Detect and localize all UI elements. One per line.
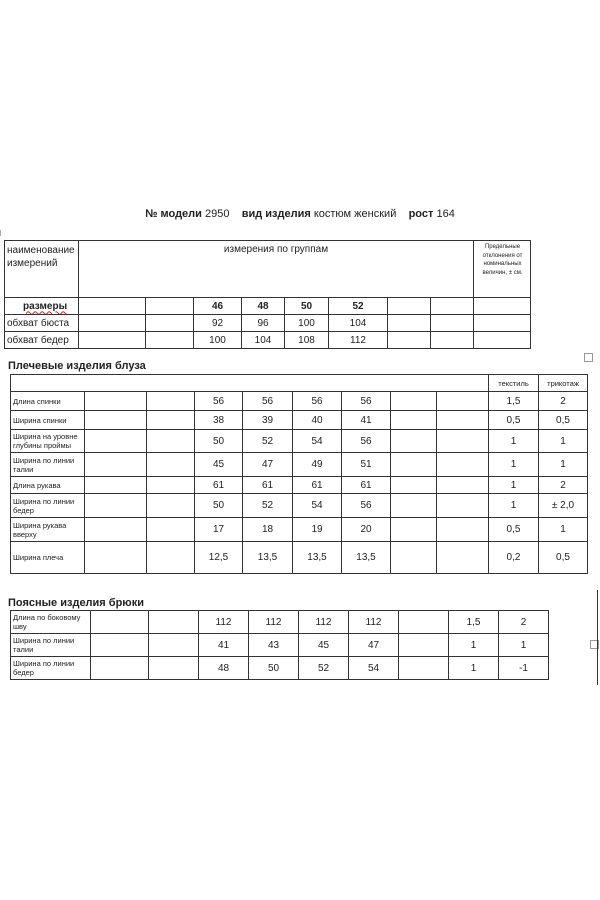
checkbox-marker — [584, 353, 593, 362]
empty-cell — [437, 453, 489, 477]
tol-cell: 1 — [449, 657, 499, 680]
empty-cell — [399, 634, 449, 657]
value-cell: 20 — [342, 518, 391, 542]
value-cell: 104 — [329, 315, 388, 332]
blouse-section-title: Плечевые изделия блуза — [8, 360, 146, 372]
value-cell: 48 — [199, 657, 249, 680]
value-cell: 112 — [329, 332, 388, 349]
empty-cell — [474, 332, 531, 349]
tol-cell: 2 — [499, 611, 549, 634]
empty-cell — [147, 430, 195, 453]
value-cell: 13,5 — [342, 542, 391, 574]
value-cell: 61 — [243, 477, 293, 494]
empty-cell — [91, 634, 149, 657]
empty-cell — [91, 657, 149, 680]
size-cell: 50 — [285, 298, 329, 315]
row-label: обхват бедер — [5, 332, 79, 349]
empty-cell — [85, 411, 147, 430]
tol-cell: 0,5 — [539, 542, 588, 574]
table-row — [5, 332, 531, 349]
value-cell: 45 — [299, 634, 349, 657]
item-value: костюм женский — [313, 208, 397, 220]
value-cell: 56 — [342, 494, 391, 518]
empty-cell — [391, 453, 437, 477]
tol-cell: 1 — [489, 430, 539, 453]
row-label: Ширина плеча — [11, 542, 85, 574]
empty-cell — [388, 298, 431, 315]
row-label: Длина рукава — [11, 477, 85, 494]
sizes-label: размеры — [23, 300, 68, 312]
size-cell: 48 — [242, 298, 285, 315]
empty-cell — [79, 315, 146, 332]
empty-cell — [149, 611, 199, 634]
tol-cell: 0,5 — [489, 518, 539, 542]
value-cell: 56 — [342, 430, 391, 453]
value-cell: 112 — [199, 611, 249, 634]
tol-header-textile: текстиль — [489, 375, 539, 392]
value-cell: 40 — [293, 411, 342, 430]
empty-cell — [391, 477, 437, 494]
model-label: № модели — [145, 208, 202, 220]
sizes-label-cell — [5, 298, 79, 315]
value-cell: 56 — [342, 392, 391, 411]
empty-cell — [388, 332, 431, 349]
table-row — [11, 453, 588, 477]
row-label: Ширина на уровне глубины проймы — [11, 430, 85, 453]
value-cell: 52 — [243, 430, 293, 453]
empty-cell — [437, 518, 489, 542]
value-cell: 13,5 — [243, 542, 293, 574]
value-cell: 61 — [342, 477, 391, 494]
value-cell: 13,5 — [293, 542, 342, 574]
empty-cell — [85, 518, 147, 542]
value-cell: 50 — [195, 494, 243, 518]
trousers-table — [10, 610, 549, 680]
empty-cell — [437, 494, 489, 518]
value-cell: 47 — [349, 634, 399, 657]
value-cell: 52 — [243, 494, 293, 518]
empty-cell — [85, 477, 147, 494]
tolerance-header-row — [11, 375, 588, 392]
empty-cell — [391, 392, 437, 411]
empty-cell — [399, 657, 449, 680]
tol-cell: 1 — [489, 477, 539, 494]
empty-cell — [79, 298, 146, 315]
tol-cell: 1 — [489, 453, 539, 477]
empty-cell — [391, 430, 437, 453]
tol-cell: 1 — [449, 634, 499, 657]
empty-cell — [147, 518, 195, 542]
value-cell: 100 — [285, 315, 329, 332]
empty-cell — [85, 453, 147, 477]
groups-header-cell — [79, 241, 474, 298]
size-cell: 46 — [194, 298, 242, 315]
tol-cell: 0,5 — [539, 411, 588, 430]
measurements-table — [4, 240, 531, 349]
row-label: Длина спинки — [11, 392, 85, 411]
value-cell: 92 — [194, 315, 242, 332]
value-cell: 17 — [195, 518, 243, 542]
empty-cell — [474, 298, 531, 315]
row-label: Ширина рукава вверху — [11, 518, 85, 542]
value-cell: 41 — [199, 634, 249, 657]
name-header-cell — [5, 241, 79, 298]
table-row — [11, 411, 588, 430]
row-label: обхват бюста — [5, 315, 79, 332]
tol-cell: 1 — [539, 453, 588, 477]
table-row — [11, 477, 588, 494]
table-edge-line — [597, 590, 598, 685]
tol-cell: 1 — [539, 430, 588, 453]
empty-cell — [147, 477, 195, 494]
table-row — [11, 518, 588, 542]
empty-cell — [146, 298, 194, 315]
empty-cell — [437, 430, 489, 453]
table-row — [11, 657, 549, 680]
tol-cell: 1 — [499, 634, 549, 657]
value-cell: 38 — [195, 411, 243, 430]
value-cell: 49 — [293, 453, 342, 477]
groups-header: измерения по группам — [223, 244, 329, 255]
value-cell: 112 — [299, 611, 349, 634]
value-cell: 54 — [293, 494, 342, 518]
blouse-table — [10, 374, 588, 574]
tolerance-header: Предельные отклонения от номинальных величин, ± см. — [482, 244, 523, 276]
value-cell: 100 — [194, 332, 242, 349]
table-row — [11, 634, 549, 657]
tol-cell: ± 2,0 — [539, 494, 588, 518]
table-row — [11, 392, 588, 411]
row-label: Ширина по линии бедер — [11, 657, 91, 680]
value-cell: 18 — [243, 518, 293, 542]
tol-cell: 1,5 — [489, 392, 539, 411]
empty-cell — [437, 542, 489, 574]
sizes-row — [5, 298, 531, 315]
model-value: 2950 — [205, 208, 230, 220]
empty-cell — [147, 453, 195, 477]
empty-cell — [147, 392, 195, 411]
value-cell: 56 — [195, 392, 243, 411]
empty-cell — [146, 332, 194, 349]
value-cell: 52 — [299, 657, 349, 680]
tol-cell: 0,5 — [489, 411, 539, 430]
empty-cell — [149, 634, 199, 657]
size-cell: 52 — [329, 298, 388, 315]
empty-cell — [149, 657, 199, 680]
row-label: Ширина по линии бедер — [11, 494, 85, 518]
value-cell: 43 — [249, 634, 299, 657]
tol-cell: 1 — [539, 518, 588, 542]
value-cell: 61 — [195, 477, 243, 494]
table-row — [11, 430, 588, 453]
value-cell: 112 — [349, 611, 399, 634]
tol-cell: 1 — [489, 494, 539, 518]
height-label: рост — [408, 208, 434, 220]
empty-cell — [437, 411, 489, 430]
value-cell: 47 — [243, 453, 293, 477]
table-row — [11, 611, 549, 634]
value-cell: 41 — [342, 411, 391, 430]
empty-cell — [91, 611, 149, 634]
empty-cell — [391, 411, 437, 430]
item-label: вид изделия — [241, 208, 311, 220]
empty-cell — [431, 315, 474, 332]
value-cell: 96 — [242, 315, 285, 332]
value-cell: 56 — [293, 392, 342, 411]
row-label: Длина по боковому шву — [11, 611, 91, 634]
value-cell: 45 — [195, 453, 243, 477]
table-row — [5, 315, 531, 332]
empty-cell — [146, 315, 194, 332]
empty-cell — [79, 332, 146, 349]
value-cell: 54 — [349, 657, 399, 680]
value-cell: 50 — [249, 657, 299, 680]
empty-cell — [437, 392, 489, 411]
tol-cell: 2 — [539, 477, 588, 494]
value-cell: 54 — [293, 430, 342, 453]
empty-cell — [391, 518, 437, 542]
value-cell: 50 — [195, 430, 243, 453]
row-label: Ширина спинки — [11, 411, 85, 430]
value-cell: 112 — [249, 611, 299, 634]
value-cell: 56 — [243, 392, 293, 411]
row-label: Ширина по линии талии — [11, 453, 85, 477]
empty-cell — [85, 494, 147, 518]
page-edge-mark — [0, 230, 4, 236]
row-label: Ширина по линии талии — [11, 634, 91, 657]
empty-cell — [147, 542, 195, 574]
empty-cell — [11, 375, 489, 392]
document-title — [0, 208, 600, 220]
empty-cell — [391, 542, 437, 574]
table-row — [11, 542, 588, 574]
empty-cell — [437, 477, 489, 494]
value-cell: 12,5 — [195, 542, 243, 574]
table-row — [11, 494, 588, 518]
trousers-section-title: Поясные изделия брюки — [8, 597, 144, 609]
tol-header-knit: трикотаж — [539, 375, 588, 392]
tol-cell: 1,5 — [449, 611, 499, 634]
value-cell: 51 — [342, 453, 391, 477]
value-cell: 61 — [293, 477, 342, 494]
empty-cell — [431, 298, 474, 315]
tol-cell: -1 — [499, 657, 549, 680]
empty-cell — [399, 611, 449, 634]
empty-cell — [474, 315, 531, 332]
name-header: наименование измерений — [7, 245, 75, 269]
value-cell: 104 — [242, 332, 285, 349]
empty-cell — [388, 315, 431, 332]
empty-cell — [85, 542, 147, 574]
empty-cell — [391, 494, 437, 518]
height-value: 164 — [436, 208, 455, 220]
value-cell: 19 — [293, 518, 342, 542]
empty-cell — [147, 494, 195, 518]
empty-cell — [431, 332, 474, 349]
tolerance-header-cell — [474, 241, 531, 298]
empty-cell — [85, 392, 147, 411]
empty-cell — [147, 411, 195, 430]
tol-cell: 2 — [539, 392, 588, 411]
empty-cell — [85, 430, 147, 453]
tol-cell: 0,2 — [489, 542, 539, 574]
value-cell: 39 — [243, 411, 293, 430]
value-cell: 108 — [285, 332, 329, 349]
